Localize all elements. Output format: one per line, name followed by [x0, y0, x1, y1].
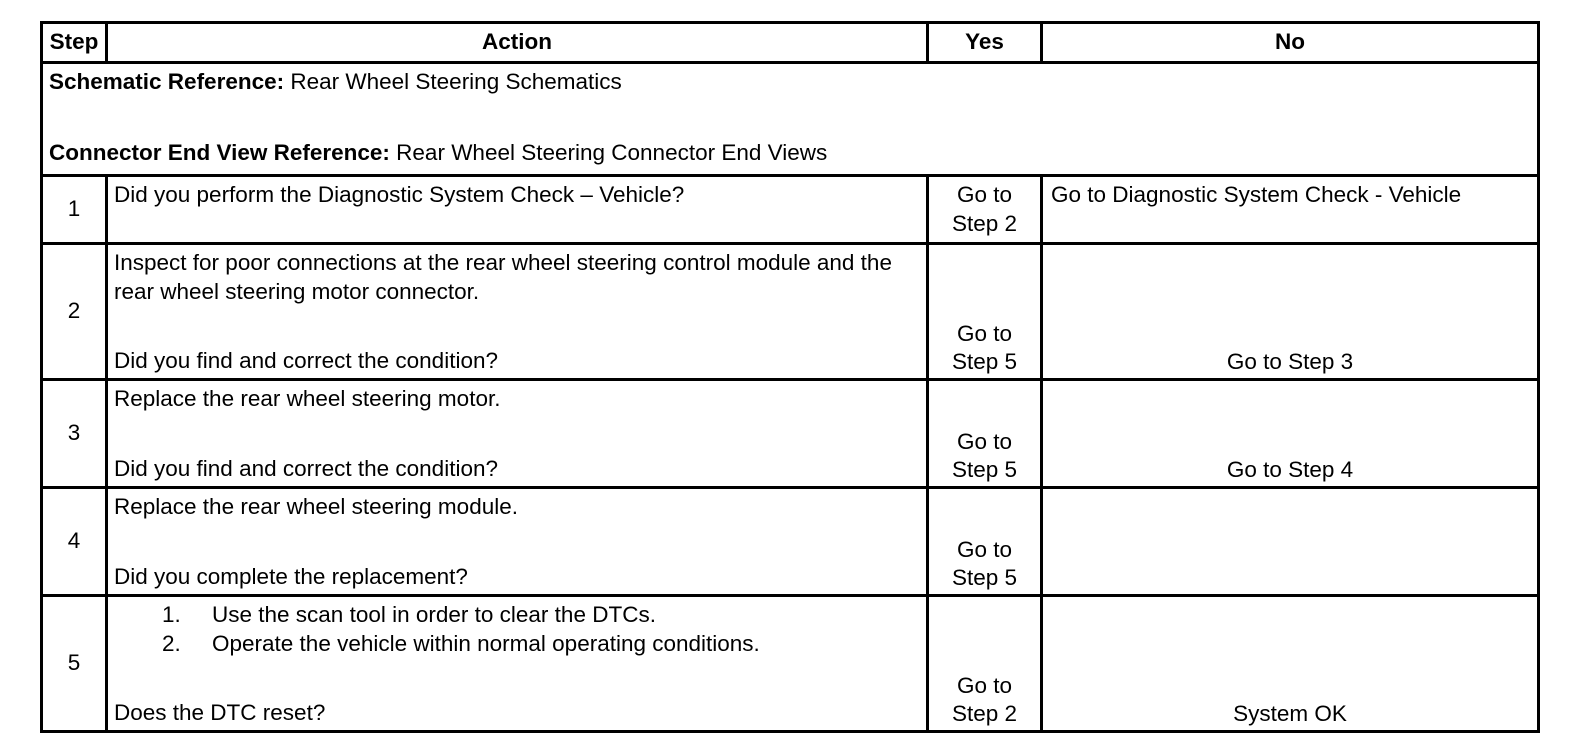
action-question: Did you complete the replacement? — [114, 563, 468, 589]
yes-result: Go to Step 5 — [928, 244, 1042, 380]
step-action — [107, 488, 928, 596]
schematic-reference-text: Rear Wheel Steering Schematics — [284, 69, 622, 94]
action-question: Does the DTC reset? — [114, 700, 326, 726]
yes-result: Go to Step 2 — [928, 176, 1042, 244]
header-action: Action — [107, 23, 928, 63]
table-header-row — [42, 23, 1539, 63]
step-action — [107, 596, 928, 732]
reference-cell — [42, 63, 1539, 176]
list-item: 2. Operate the vehicle within normal operating conditions. — [162, 630, 760, 656]
connector-reference-label: Connector End View Reference: — [49, 139, 390, 165]
yes-result: Go to Step 2 — [928, 596, 1042, 732]
action-text: Replace the rear wheel steering motor. — [114, 386, 501, 411]
step-action: Did you perform the Diagnostic System Check – Vehicle? — [107, 176, 928, 244]
action-list — [114, 601, 922, 658]
connector-reference — [49, 139, 1533, 168]
yes-result: Go to Step 5 — [928, 488, 1042, 596]
diagnostic-table — [40, 21, 1540, 733]
schematic-reference-label: Schematic Reference: — [49, 69, 285, 94]
list-item: 1. Use the scan tool in order to clear the DTCs. — [162, 602, 656, 627]
action-question: Did you find and correct the condition? — [114, 348, 498, 374]
yes-result: Go to Step 5 — [928, 380, 1042, 488]
connector-reference-text: Rear Wheel Steering Connector End Views — [389, 139, 828, 165]
no-result: Go to Step 3 — [1042, 244, 1539, 380]
step-action — [107, 244, 928, 380]
table-row — [42, 380, 1539, 488]
header-step: Step — [42, 23, 107, 63]
table-row — [42, 488, 1539, 596]
action-text: Replace the rear wheel steering module. — [114, 494, 518, 519]
no-result — [1042, 488, 1539, 596]
step-number: 4 — [42, 488, 107, 596]
step-number: 5 — [42, 596, 107, 732]
step-number: 1 — [42, 176, 107, 244]
no-result: Go to Diagnostic System Check - Vehicle — [1042, 176, 1539, 244]
action-text: Inspect for poor connections at the rear wheel steering control module and the rear wheel steering motor connector. — [114, 250, 892, 304]
schematic-reference — [49, 68, 1533, 97]
no-result: Go to Step 4 — [1042, 380, 1539, 488]
header-no: No — [1042, 23, 1539, 63]
reference-row — [42, 63, 1539, 176]
table-row — [42, 176, 1539, 244]
header-yes: Yes — [928, 23, 1042, 63]
step-number: 3 — [42, 380, 107, 488]
table-row — [42, 596, 1539, 732]
step-action — [107, 380, 928, 488]
table-row — [42, 244, 1539, 380]
step-number: 2 — [42, 244, 107, 380]
no-result: System OK — [1042, 596, 1539, 732]
action-question: Did you find and correct the condition? — [114, 455, 498, 481]
